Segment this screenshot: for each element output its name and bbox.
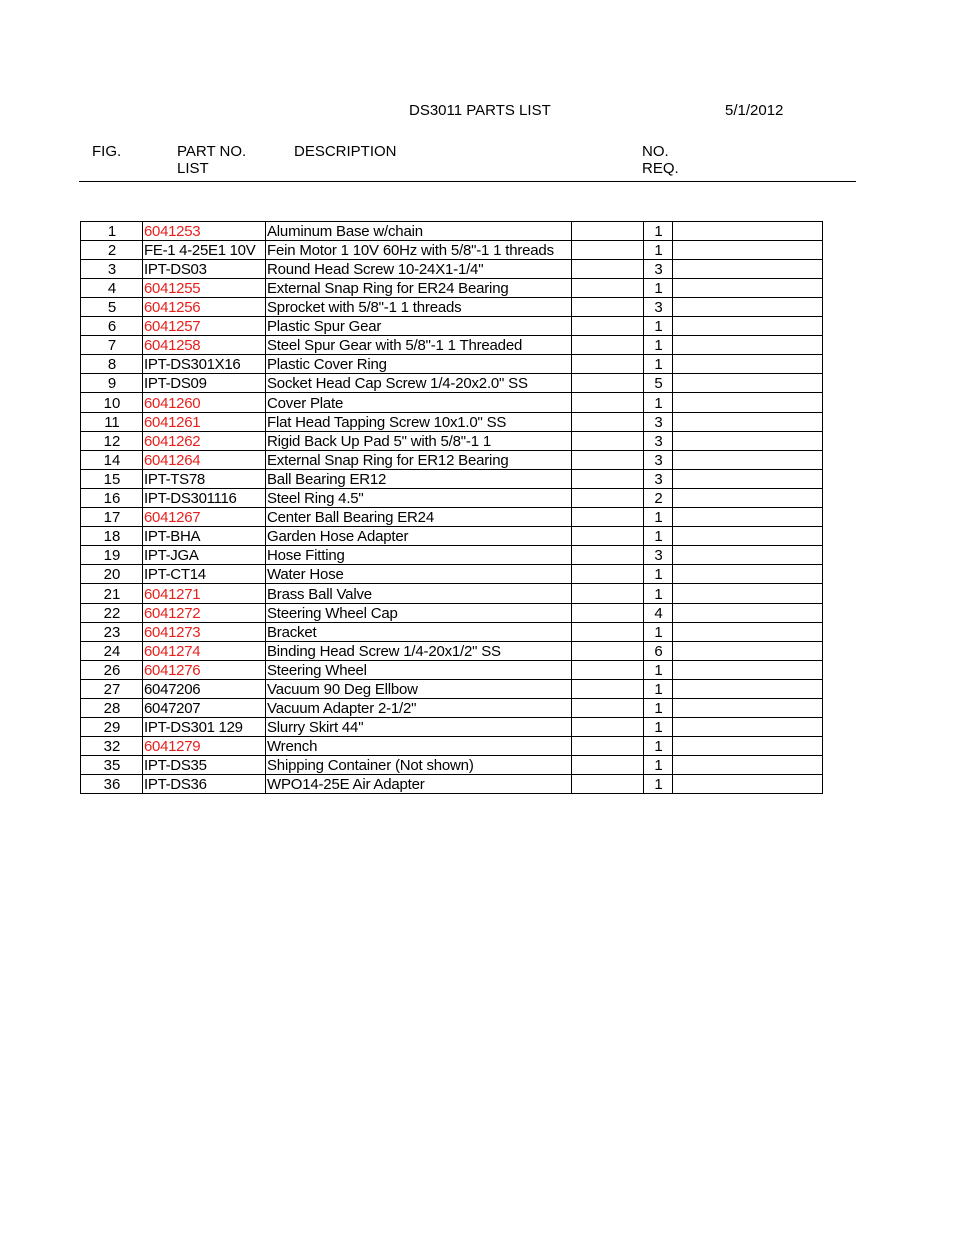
notes-cell xyxy=(673,355,823,374)
description-cell: Flat Head Tapping Screw 10x1.0" SS xyxy=(266,413,572,432)
notes-cell xyxy=(673,489,823,508)
description-cell: Steering Wheel Cap xyxy=(266,604,572,623)
table-row xyxy=(81,642,823,661)
blank-cell xyxy=(572,298,644,317)
notes-cell xyxy=(673,775,823,794)
blank-cell xyxy=(572,699,644,718)
table-row xyxy=(81,718,823,737)
part-number-cell: 6041274 xyxy=(143,642,266,661)
quantity-cell: 1 xyxy=(644,222,673,241)
table-row xyxy=(81,260,823,279)
table-row xyxy=(81,336,823,355)
fig-cell: 8 xyxy=(81,355,143,374)
quantity-cell: 1 xyxy=(644,623,673,642)
description-cell: Plastic Cover Ring xyxy=(266,355,572,374)
blank-cell xyxy=(572,241,644,260)
column-header-req-line2: REQ. xyxy=(642,160,679,177)
table-row xyxy=(81,661,823,680)
notes-cell xyxy=(673,241,823,260)
notes-cell xyxy=(673,756,823,775)
quantity-cell: 1 xyxy=(644,584,673,604)
fig-cell: 17 xyxy=(81,508,143,527)
column-header-fig: FIG. xyxy=(92,143,122,160)
fig-cell: 35 xyxy=(81,756,143,775)
fig-cell: 27 xyxy=(81,680,143,699)
part-number-cell: IPT-DS36 xyxy=(143,775,266,794)
fig-cell: 12 xyxy=(81,432,143,451)
quantity-cell: 1 xyxy=(644,775,673,794)
quantity-cell: 1 xyxy=(644,336,673,355)
column-header-part-line2: LIST xyxy=(177,160,209,177)
page-title: DS3011 PARTS LIST xyxy=(409,102,551,119)
notes-cell xyxy=(673,642,823,661)
fig-cell: 5 xyxy=(81,298,143,317)
table-row xyxy=(81,355,823,374)
part-number-cell: 6041273 xyxy=(143,623,266,642)
description-cell: Ball Bearing ER12 xyxy=(266,470,572,489)
blank-cell xyxy=(572,222,644,241)
fig-cell: 28 xyxy=(81,699,143,718)
blank-cell xyxy=(572,432,644,451)
table-row xyxy=(81,393,823,413)
notes-cell xyxy=(673,584,823,604)
notes-cell xyxy=(673,413,823,432)
blank-cell xyxy=(572,584,644,604)
notes-cell xyxy=(673,623,823,642)
document-date: 5/1/2012 xyxy=(725,102,784,119)
description-cell: Garden Hose Adapter xyxy=(266,527,572,546)
notes-cell xyxy=(673,374,823,393)
part-number-cell: IPT-JGA xyxy=(143,546,266,565)
quantity-cell: 3 xyxy=(644,413,673,432)
description-cell: Shipping Container (Not shown) xyxy=(266,756,572,775)
notes-cell xyxy=(673,680,823,699)
part-number-cell: 6041255 xyxy=(143,279,266,298)
column-header-req-line1: NO. xyxy=(642,143,669,160)
part-number-cell: IPT-BHA xyxy=(143,527,266,546)
notes-cell xyxy=(673,661,823,680)
part-number-cell: 6041258 xyxy=(143,336,266,355)
blank-cell xyxy=(572,451,644,470)
blank-cell xyxy=(572,565,644,584)
notes-cell xyxy=(673,222,823,241)
quantity-cell: 3 xyxy=(644,432,673,451)
header-divider xyxy=(79,181,856,182)
fig-cell: 11 xyxy=(81,413,143,432)
description-cell: Water Hose xyxy=(266,565,572,584)
part-number-cell: 6041272 xyxy=(143,604,266,623)
description-cell: Steel Ring 4.5" xyxy=(266,489,572,508)
description-cell: Sprocket with 5/8"-1 1 threads xyxy=(266,298,572,317)
description-cell: Cover Plate xyxy=(266,393,572,413)
table-row xyxy=(81,317,823,336)
quantity-cell: 1 xyxy=(644,355,673,374)
part-number-cell: 6047207 xyxy=(143,699,266,718)
quantity-cell: 1 xyxy=(644,680,673,699)
notes-cell xyxy=(673,451,823,470)
quantity-cell: 3 xyxy=(644,451,673,470)
description-cell: Aluminum Base w/chain xyxy=(266,222,572,241)
notes-cell xyxy=(673,393,823,413)
description-cell: External Snap Ring for ER12 Bearing xyxy=(266,451,572,470)
description-cell: Bracket xyxy=(266,623,572,642)
fig-cell: 22 xyxy=(81,604,143,623)
part-number-cell: IPT-DS35 xyxy=(143,756,266,775)
table-row xyxy=(81,756,823,775)
quantity-cell: 1 xyxy=(644,565,673,584)
fig-cell: 10 xyxy=(81,393,143,413)
blank-cell xyxy=(572,508,644,527)
fig-cell: 29 xyxy=(81,718,143,737)
part-number-cell: 6041264 xyxy=(143,451,266,470)
part-number-cell: 6041261 xyxy=(143,413,266,432)
table-row xyxy=(81,374,823,393)
description-cell: Steel Spur Gear with 5/8"-1 1 Threaded xyxy=(266,336,572,355)
fig-cell: 16 xyxy=(81,489,143,508)
notes-cell xyxy=(673,336,823,355)
blank-cell xyxy=(572,355,644,374)
notes-cell xyxy=(673,527,823,546)
blank-cell xyxy=(572,775,644,794)
part-number-cell: 6041279 xyxy=(143,737,266,756)
blank-cell xyxy=(572,756,644,775)
blank-cell xyxy=(572,317,644,336)
description-cell: WPO14-25E Air Adapter xyxy=(266,775,572,794)
description-cell: Socket Head Cap Screw 1/4-20x2.0" SS xyxy=(266,374,572,393)
part-number-cell: 6041260 xyxy=(143,393,266,413)
fig-cell: 4 xyxy=(81,279,143,298)
part-number-cell: IPT-DS301116 xyxy=(143,489,266,508)
part-number-cell: FE-1 4-25E1 10V xyxy=(143,241,266,260)
table-row xyxy=(81,584,823,604)
blank-cell xyxy=(572,661,644,680)
fig-cell: 14 xyxy=(81,451,143,470)
table-row xyxy=(81,298,823,317)
description-cell: Center Ball Bearing ER24 xyxy=(266,508,572,527)
table-row xyxy=(81,413,823,432)
fig-cell: 32 xyxy=(81,737,143,756)
notes-cell xyxy=(673,508,823,527)
fig-cell: 20 xyxy=(81,565,143,584)
description-cell: Vacuum 90 Deg Ellbow xyxy=(266,680,572,699)
blank-cell xyxy=(572,336,644,355)
quantity-cell: 6 xyxy=(644,642,673,661)
fig-cell: 15 xyxy=(81,470,143,489)
part-number-cell: IPT-TS78 xyxy=(143,470,266,489)
blank-cell xyxy=(572,680,644,699)
table-row xyxy=(81,699,823,718)
parts-table-body xyxy=(81,222,823,794)
column-header-part-line1: PART NO. xyxy=(177,143,247,160)
fig-cell: 26 xyxy=(81,661,143,680)
description-cell: Wrench xyxy=(266,737,572,756)
blank-cell xyxy=(572,393,644,413)
quantity-cell: 1 xyxy=(644,699,673,718)
blank-cell xyxy=(572,489,644,508)
table-row xyxy=(81,680,823,699)
quantity-cell: 1 xyxy=(644,317,673,336)
table-row xyxy=(81,623,823,642)
blank-cell xyxy=(572,279,644,298)
notes-cell xyxy=(673,737,823,756)
notes-cell xyxy=(673,546,823,565)
description-cell: Brass Ball Valve xyxy=(266,584,572,604)
part-number-cell: IPT-DS301X16 xyxy=(143,355,266,374)
blank-cell xyxy=(572,260,644,279)
part-number-cell: 6041271 xyxy=(143,584,266,604)
fig-cell: 19 xyxy=(81,546,143,565)
fig-cell: 2 xyxy=(81,241,143,260)
quantity-cell: 3 xyxy=(644,546,673,565)
quantity-cell: 1 xyxy=(644,279,673,298)
part-number-cell: 6041276 xyxy=(143,661,266,680)
part-number-cell: 6041253 xyxy=(143,222,266,241)
part-number-cell: 6047206 xyxy=(143,680,266,699)
blank-cell xyxy=(572,642,644,661)
description-cell: External Snap Ring for ER24 Bearing xyxy=(266,279,572,298)
quantity-cell: 1 xyxy=(644,718,673,737)
description-cell: Binding Head Screw 1/4-20x1/2" SS xyxy=(266,642,572,661)
part-number-cell: 6041262 xyxy=(143,432,266,451)
blank-cell xyxy=(572,374,644,393)
description-cell: Round Head Screw 10-24X1-1/4" xyxy=(266,260,572,279)
quantity-cell: 3 xyxy=(644,260,673,279)
notes-cell xyxy=(673,317,823,336)
notes-cell xyxy=(673,718,823,737)
column-header-no-req xyxy=(642,143,679,177)
part-number-cell: IPT-CT14 xyxy=(143,565,266,584)
part-number-cell: IPT-DS03 xyxy=(143,260,266,279)
notes-cell xyxy=(673,699,823,718)
table-row xyxy=(81,565,823,584)
fig-cell: 36 xyxy=(81,775,143,794)
quantity-cell: 3 xyxy=(644,298,673,317)
table-row xyxy=(81,451,823,470)
notes-cell xyxy=(673,279,823,298)
table-row xyxy=(81,489,823,508)
blank-cell xyxy=(572,737,644,756)
blank-cell xyxy=(572,623,644,642)
quantity-cell: 3 xyxy=(644,470,673,489)
fig-cell: 7 xyxy=(81,336,143,355)
fig-cell: 21 xyxy=(81,584,143,604)
column-header-description: DESCRIPTION xyxy=(294,143,397,160)
notes-cell xyxy=(673,565,823,584)
quantity-cell: 1 xyxy=(644,737,673,756)
part-number-cell: IPT-DS301 129 xyxy=(143,718,266,737)
table-row xyxy=(81,604,823,623)
notes-cell xyxy=(673,470,823,489)
table-row xyxy=(81,546,823,565)
description-cell: Steering Wheel xyxy=(266,661,572,680)
blank-cell xyxy=(572,718,644,737)
notes-cell xyxy=(673,298,823,317)
fig-cell: 1 xyxy=(81,222,143,241)
table-row xyxy=(81,775,823,794)
quantity-cell: 2 xyxy=(644,489,673,508)
blank-cell xyxy=(572,413,644,432)
table-row xyxy=(81,222,823,241)
fig-cell: 18 xyxy=(81,527,143,546)
fig-cell: 3 xyxy=(81,260,143,279)
table-row xyxy=(81,279,823,298)
quantity-cell: 4 xyxy=(644,604,673,623)
blank-cell xyxy=(572,470,644,489)
quantity-cell: 1 xyxy=(644,756,673,775)
table-row xyxy=(81,508,823,527)
fig-cell: 23 xyxy=(81,623,143,642)
part-number-cell: 6041256 xyxy=(143,298,266,317)
column-header-part-no xyxy=(177,143,246,177)
notes-cell xyxy=(673,260,823,279)
part-number-cell: IPT-DS09 xyxy=(143,374,266,393)
table-row xyxy=(81,241,823,260)
notes-cell xyxy=(673,604,823,623)
blank-cell xyxy=(572,527,644,546)
quantity-cell: 1 xyxy=(644,241,673,260)
fig-cell: 24 xyxy=(81,642,143,661)
table-row xyxy=(81,737,823,756)
description-cell: Plastic Spur Gear xyxy=(266,317,572,336)
blank-cell xyxy=(572,604,644,623)
quantity-cell: 5 xyxy=(644,374,673,393)
description-cell: Vacuum Adapter 2-1/2" xyxy=(266,699,572,718)
notes-cell xyxy=(673,432,823,451)
blank-cell xyxy=(572,546,644,565)
table-row xyxy=(81,470,823,489)
quantity-cell: 1 xyxy=(644,527,673,546)
description-cell: Fein Motor 1 10V 60Hz with 5/8"-1 1 threads xyxy=(266,241,572,260)
fig-cell: 9 xyxy=(81,374,143,393)
table-row xyxy=(81,432,823,451)
table-row xyxy=(81,527,823,546)
fig-cell: 6 xyxy=(81,317,143,336)
part-number-cell: 6041267 xyxy=(143,508,266,527)
description-cell: Slurry Skirt 44" xyxy=(266,718,572,737)
parts-table xyxy=(80,221,823,794)
part-number-cell: 6041257 xyxy=(143,317,266,336)
quantity-cell: 1 xyxy=(644,393,673,413)
description-cell: Hose Fitting xyxy=(266,546,572,565)
description-cell: Rigid Back Up Pad 5" with 5/8"-1 1 xyxy=(266,432,572,451)
quantity-cell: 1 xyxy=(644,508,673,527)
quantity-cell: 1 xyxy=(644,661,673,680)
